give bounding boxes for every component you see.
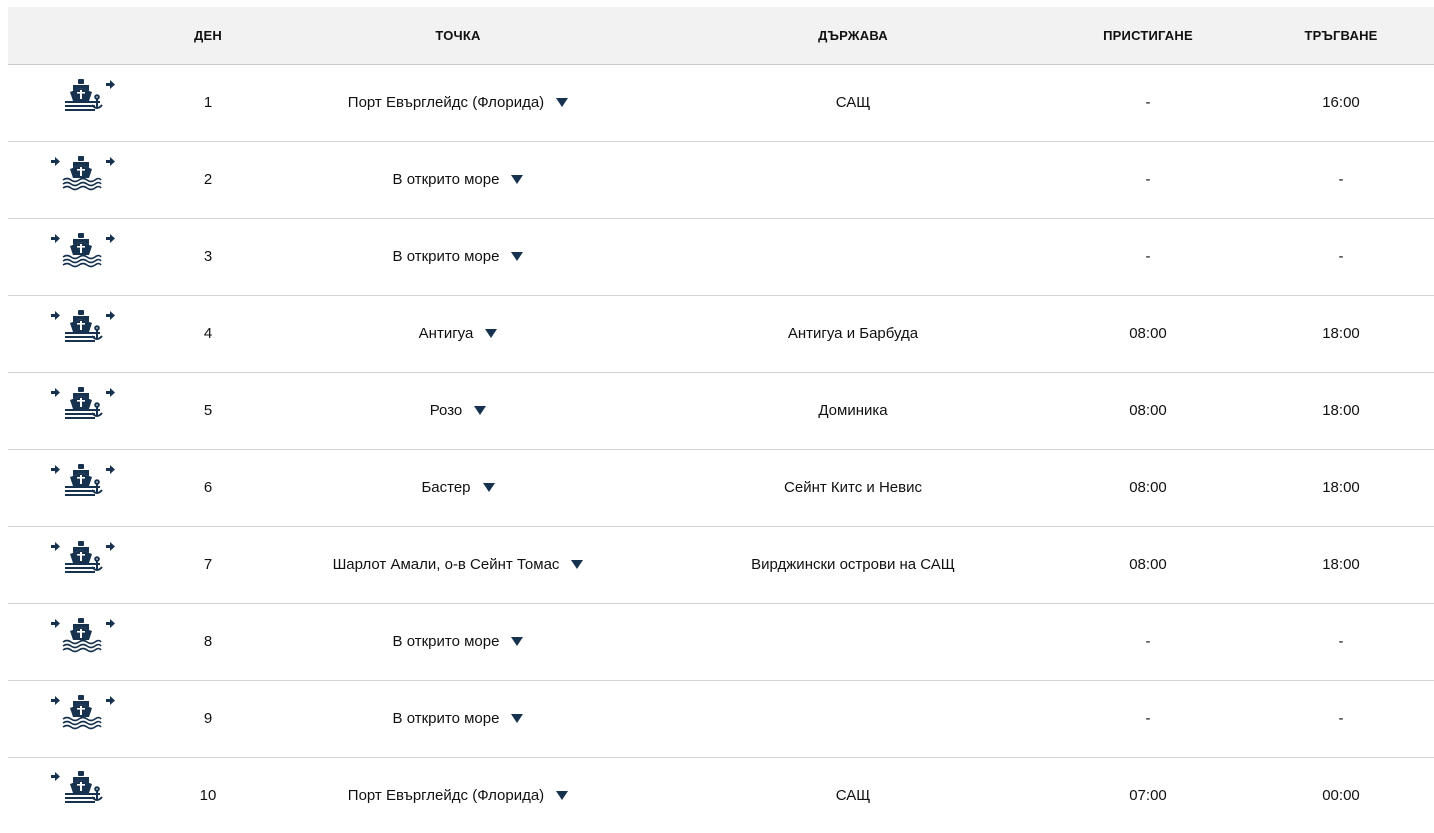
itinerary-row <box>8 757 1434 833</box>
row-point-cell <box>258 449 658 526</box>
row-point-label: Розо <box>429 402 463 419</box>
row-day: 10 <box>199 786 217 804</box>
row-country <box>658 141 1048 218</box>
row-point-label: Порт Евърглейдс (Флорида) <box>347 786 545 804</box>
row-day: 3 <box>158 218 258 295</box>
port-call-icon <box>48 538 118 576</box>
row-point-label: В открито море <box>392 633 500 650</box>
row-icon-cell <box>8 64 158 141</box>
row-country: САЩ <box>835 786 871 804</box>
row-icon-cell <box>8 449 158 526</box>
row-point-cell <box>258 526 658 603</box>
row-point-label: Антигуа <box>418 325 474 342</box>
header-arrival: ПРИСТИГАНЕ <box>1048 7 1248 64</box>
row-icon-cell <box>8 603 158 680</box>
port-dropdown-toggle[interactable] <box>430 402 487 419</box>
row-icon-cell <box>8 372 158 449</box>
row-day: 6 <box>158 449 258 526</box>
header-country: ДЪРЖАВА <box>658 7 1048 64</box>
itinerary-row <box>8 680 1434 757</box>
row-point-cell <box>258 372 658 449</box>
port-dropdown-toggle[interactable] <box>333 556 584 573</box>
port-call-icon <box>48 461 118 499</box>
row-icon-cell <box>8 141 158 218</box>
row-country <box>658 218 1048 295</box>
caret-down-icon[interactable] <box>483 483 495 492</box>
port-dropdown-toggle[interactable] <box>348 94 568 111</box>
row-point-label: В открито море <box>392 171 500 188</box>
caret-down-icon[interactable] <box>556 98 568 107</box>
row-arrival: - <box>1048 64 1248 141</box>
row-day: 8 <box>158 603 258 680</box>
row-departure: - <box>1248 218 1434 295</box>
row-arrival: 08:00 <box>1048 526 1248 603</box>
row-point-label: Шарлот Амали, о-в Сейнт Томас <box>332 556 560 573</box>
port-arrive-icon <box>48 768 118 806</box>
at-sea-icon <box>48 153 118 191</box>
port-dropdown-toggle[interactable] <box>393 171 524 188</box>
port-call-icon <box>48 384 118 422</box>
itinerary-body <box>8 64 1434 833</box>
itinerary-header <box>8 7 1434 64</box>
port-call-icon <box>48 307 118 345</box>
row-departure: 00:00 <box>1322 786 1360 804</box>
port-dropdown-toggle[interactable] <box>393 633 524 650</box>
itinerary-row <box>8 526 1434 603</box>
row-arrival: 08:00 <box>1048 372 1248 449</box>
itinerary-row <box>8 141 1434 218</box>
caret-down-icon[interactable] <box>511 252 523 261</box>
caret-down-icon[interactable] <box>474 406 486 415</box>
row-country: Вирджински острови на САЩ <box>658 526 1048 603</box>
port-dropdown-toggle[interactable] <box>393 710 524 727</box>
row-arrival: 08:00 <box>1048 449 1248 526</box>
port-dropdown-toggle[interactable] <box>421 479 494 496</box>
row-point-cell <box>258 680 658 757</box>
row-departure: 18:00 <box>1248 295 1434 372</box>
row-arrival: - <box>1048 603 1248 680</box>
row-arrival: - <box>1048 680 1248 757</box>
itinerary-row <box>8 64 1434 141</box>
itinerary-row <box>8 603 1434 680</box>
itinerary-row <box>8 218 1434 295</box>
port-dropdown-toggle[interactable] <box>393 248 524 265</box>
caret-down-icon[interactable] <box>511 175 523 184</box>
row-day: 5 <box>158 372 258 449</box>
row-point-label: Порт Евърглейдс (Флорида) <box>347 94 545 111</box>
itinerary-row <box>8 295 1434 372</box>
caret-down-icon[interactable] <box>485 329 497 338</box>
itinerary-container <box>8 7 1434 823</box>
row-departure: 18:00 <box>1248 372 1434 449</box>
row-day: 7 <box>158 526 258 603</box>
row-departure: 18:00 <box>1248 449 1434 526</box>
row-day: 4 <box>158 295 258 372</box>
row-departure: - <box>1248 603 1434 680</box>
row-arrival: - <box>1048 141 1248 218</box>
row-point-cell <box>258 757 658 833</box>
row-icon-cell <box>8 680 158 757</box>
row-point-label: Бастер <box>421 479 471 496</box>
row-icon-cell <box>8 295 158 372</box>
row-icon-cell <box>8 526 158 603</box>
row-departure: 18:00 <box>1248 526 1434 603</box>
at-sea-icon <box>48 615 118 653</box>
itinerary-table <box>8 7 1434 833</box>
header-icon <box>8 7 158 64</box>
row-country: Доминика <box>658 372 1048 449</box>
row-icon-cell <box>8 218 158 295</box>
row-icon-cell <box>8 757 158 833</box>
row-country: САЩ <box>658 64 1048 141</box>
caret-down-icon[interactable] <box>556 791 568 800</box>
row-country: Сейнт Китс и Невис <box>658 449 1048 526</box>
row-departure: - <box>1248 141 1434 218</box>
at-sea-icon <box>48 230 118 268</box>
row-point-cell <box>258 295 658 372</box>
caret-down-icon[interactable] <box>571 560 583 569</box>
row-point-cell <box>258 141 658 218</box>
row-point-cell <box>258 218 658 295</box>
header-point: ТОЧКА <box>258 7 658 64</box>
header-day: ДЕН <box>158 7 258 64</box>
row-day: 9 <box>158 680 258 757</box>
port-depart-icon <box>48 76 118 114</box>
row-departure: - <box>1248 680 1434 757</box>
row-departure: 16:00 <box>1248 64 1434 141</box>
row-day: 2 <box>158 141 258 218</box>
row-country <box>658 603 1048 680</box>
itinerary-row <box>8 372 1434 449</box>
row-point-label: В открито море <box>392 248 500 265</box>
port-dropdown-toggle[interactable] <box>348 787 568 804</box>
row-arrival: - <box>1048 218 1248 295</box>
at-sea-icon <box>48 692 118 730</box>
row-country <box>658 680 1048 757</box>
itinerary-row <box>8 449 1434 526</box>
row-day: 1 <box>158 64 258 141</box>
row-point-cell <box>258 64 658 141</box>
row-arrival: 07:00 <box>1129 786 1167 804</box>
caret-down-icon[interactable] <box>511 637 523 646</box>
row-country: Антигуа и Барбуда <box>658 295 1048 372</box>
port-dropdown-toggle[interactable] <box>419 325 498 342</box>
row-point-label: В открито море <box>392 710 500 727</box>
row-point-cell <box>258 603 658 680</box>
header-row <box>8 7 1434 64</box>
header-departure: ТРЪГВАНЕ <box>1248 7 1434 64</box>
caret-down-icon[interactable] <box>511 714 523 723</box>
row-arrival: 08:00 <box>1048 295 1248 372</box>
